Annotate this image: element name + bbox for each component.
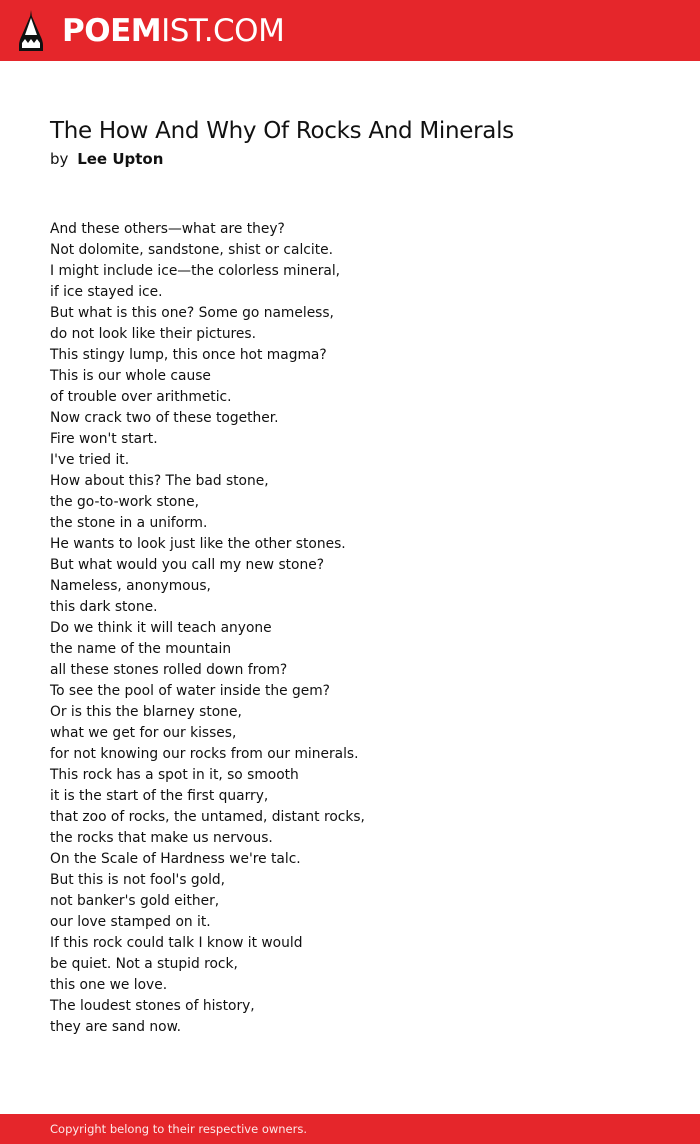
poem-line: If this rock could talk I know it would <box>50 935 303 951</box>
poem-line: On the Scale of Hardness we're talc. <box>50 851 301 867</box>
poem-line: Now crack two of these together. <box>50 410 279 426</box>
poem-line: of trouble over arithmetic. <box>50 389 232 405</box>
poem-title: The How And Why Of Rocks And Minerals <box>50 118 514 144</box>
poem-line: not banker's gold either, <box>50 893 220 909</box>
by-label: by <box>50 150 69 168</box>
site-logo[interactable] <box>62 11 284 51</box>
logo-bold-text: POEM <box>62 13 162 49</box>
poem-line: the rocks that make us nervous. <box>50 830 273 846</box>
poem-line: for not knowing our rocks from our minerals. <box>50 746 359 762</box>
poem-line: all these stones rolled down from? <box>50 662 288 678</box>
poem-line: Do we think it will teach anyone <box>50 620 272 636</box>
poem-line: Or is this the blarney stone, <box>50 704 242 720</box>
poem-line: that zoo of rocks, the untamed, distant rocks, <box>50 809 365 825</box>
poem-line: But what would you call my new stone? <box>50 557 325 573</box>
site-footer <box>0 1114 700 1144</box>
poem-line: I've tried it. <box>50 452 130 468</box>
copyright-notice: Copyright belong to their respective owners. <box>50 1122 308 1136</box>
poem-line: our love stamped on it. <box>50 914 211 930</box>
poem-line: This is our whole cause <box>50 368 211 384</box>
poem-line: this dark stone. <box>50 599 158 615</box>
poem-line: be quiet. Not a stupid rock, <box>50 956 238 972</box>
pencil-tip-icon[interactable] <box>19 10 43 51</box>
poem-line: How about this? The bad stone, <box>50 473 269 489</box>
poem-line: He wants to look just like the other stones. <box>50 536 346 552</box>
poem-line: I might include ice—the colorless mineral, <box>50 263 341 279</box>
poem-line: To see the pool of water inside the gem? <box>50 683 330 699</box>
poem-line: Fire won't start. <box>50 431 158 447</box>
poem-line: do not look like their pictures. <box>50 326 256 342</box>
poem-line: And these others—what are they? <box>50 221 285 237</box>
poem-line: the go-to-work stone, <box>50 494 199 510</box>
poem-line: this one we love. <box>50 977 168 993</box>
poem-line: This rock has a spot in it, so smooth <box>50 767 299 783</box>
byline <box>50 149 163 169</box>
poem-line: Nameless, anonymous, <box>50 578 211 594</box>
poem-line: But this is not fool's gold, <box>50 872 226 888</box>
poem-line: the stone in a uniform. <box>50 515 208 531</box>
poem-line: The loudest stones of history, <box>50 998 255 1014</box>
poem-line: This stingy lump, this once hot magma? <box>50 347 327 363</box>
poem-body <box>50 219 650 1038</box>
poem-line: if ice stayed ice. <box>50 284 163 300</box>
site-header <box>0 0 700 61</box>
poem-line: they are sand now. <box>50 1019 182 1035</box>
logo-light-text: IST.COM <box>161 13 285 49</box>
author-name: Lee Upton <box>77 150 164 168</box>
poem-line: it is the start of the first quarry, <box>50 788 269 804</box>
poem-line: what we get for our kisses, <box>50 725 237 741</box>
poem-line: But what is this one? Some go nameless, <box>50 305 334 321</box>
poem-line: Not dolomite, sandstone, shist or calcite. <box>50 242 333 258</box>
poem-line: the name of the mountain <box>50 641 232 657</box>
